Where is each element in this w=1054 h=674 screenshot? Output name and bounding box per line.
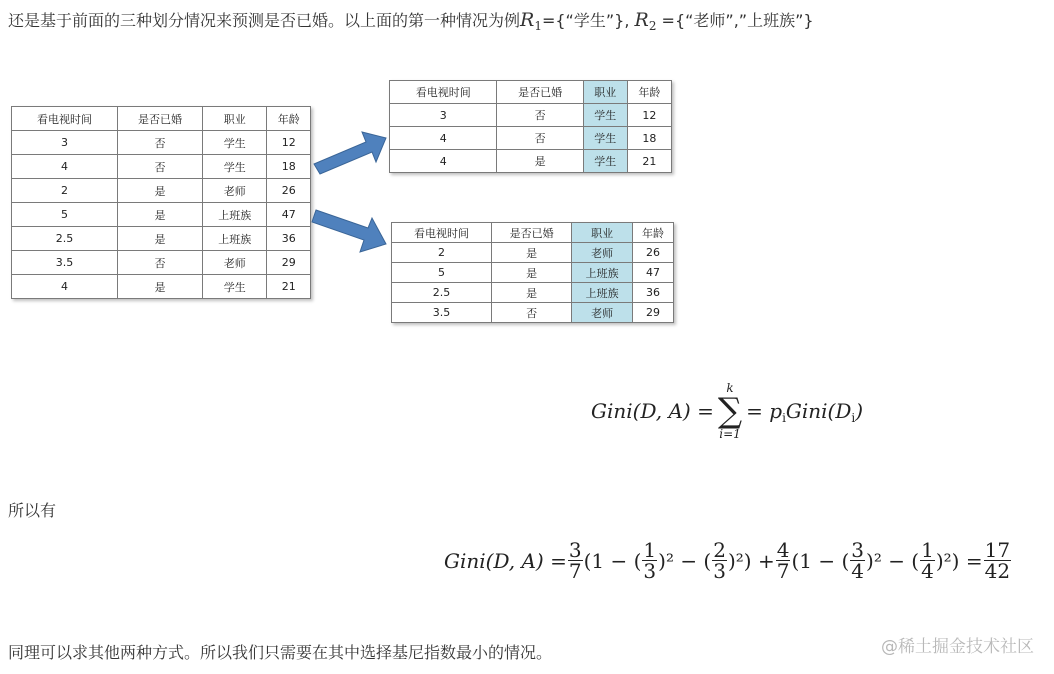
table-row	[12, 251, 311, 275]
table-cell: 4	[390, 127, 497, 150]
column-header: 年龄	[267, 107, 311, 131]
column-header: 职业	[572, 223, 633, 243]
table-cell: 18	[627, 127, 671, 150]
table-cell: 2	[392, 243, 492, 263]
table-row	[392, 243, 674, 263]
table-cell: 老师	[572, 243, 633, 263]
table-cell: 2.5	[392, 283, 492, 303]
table-cell: 4	[12, 275, 118, 299]
table-cell: 否	[491, 303, 571, 323]
table-cell: 5	[12, 203, 118, 227]
table-row	[390, 150, 672, 173]
formula1-lhs: Gini(D, A) =	[591, 399, 714, 423]
table-cell: 否	[117, 155, 202, 179]
intro-line	[8, 8, 814, 31]
arrow-down-right-icon	[312, 210, 386, 252]
table-cell: 是	[491, 283, 571, 303]
table-row	[12, 131, 311, 155]
intro-text: 还是基于前面的三种划分情况来预测是否已婚。以上面的第一种情况为例	[8, 11, 521, 30]
table-cell: 21	[267, 275, 311, 299]
r2-symbol: $R_2$	[634, 9, 657, 33]
table-cell: 26	[267, 179, 311, 203]
column-header: 年龄	[627, 81, 671, 104]
table-cell: 36	[267, 227, 311, 251]
table-cell: 是	[117, 179, 202, 203]
table-cell: 学生	[203, 275, 267, 299]
table-cell: 老师	[203, 251, 267, 275]
table-cell: 否	[117, 251, 202, 275]
gini-definition-formula	[591, 382, 863, 440]
fraction: $\frac{3}{7}$	[568, 538, 582, 583]
formula2-part: )²) =	[935, 548, 983, 573]
table-row	[390, 127, 672, 150]
table-cell: 是	[491, 263, 571, 283]
table-cell: 老师	[203, 179, 267, 203]
table-row	[12, 275, 311, 299]
watermark: @稀土掘金技术社区	[881, 637, 1034, 657]
split-table-r2	[391, 222, 674, 323]
table-row	[12, 227, 311, 251]
table-cell: 学生	[203, 131, 267, 155]
table-cell: 21	[627, 150, 671, 173]
table-cell: 否	[117, 131, 202, 155]
table-cell: 4	[390, 150, 497, 173]
table-cell: 12	[267, 131, 311, 155]
formula2-part: (1 − (	[791, 548, 850, 573]
table-cell: 上班族	[203, 227, 267, 251]
table-cell: 26	[632, 243, 673, 263]
formula2-part: )²) +	[727, 548, 775, 573]
table-cell: 29	[632, 303, 673, 323]
sigma-icon: ∑	[717, 391, 743, 431]
table-cell: 是	[117, 203, 202, 227]
table-cell: 47	[632, 263, 673, 283]
table-header-row	[392, 223, 674, 243]
formula2-part: (1 − (	[583, 548, 642, 573]
r1-symbol: $R_1$	[520, 9, 542, 33]
table-cell: 2	[12, 179, 118, 203]
full-data-table	[11, 106, 311, 299]
fraction: $\frac{4}{7}$	[776, 538, 790, 583]
fraction-result: $\frac{17}{42}$	[984, 538, 1011, 583]
table-cell: 上班族	[572, 283, 633, 303]
table-cell: 3.5	[12, 251, 118, 275]
fraction: $\frac{2}{3}$	[713, 538, 726, 583]
column-header: 职业	[203, 107, 267, 131]
split-table-r1	[389, 80, 672, 173]
formula2-lhs: Gini(D, A) =	[444, 548, 567, 573]
table-row	[392, 303, 674, 323]
table-cell: 上班族	[203, 203, 267, 227]
table-cell: 12	[627, 104, 671, 127]
table-cell: 3.5	[392, 303, 492, 323]
table-cell: 36	[632, 283, 673, 303]
table-cell: 3	[390, 104, 497, 127]
table-cell: 4	[12, 155, 118, 179]
table-cell: 否	[497, 104, 583, 127]
formula2-part: )² − (	[658, 548, 712, 573]
column-header: 是否已婚	[117, 107, 202, 131]
table-row	[12, 203, 311, 227]
table-row	[12, 155, 311, 179]
table-row	[12, 179, 311, 203]
conclusion-text: 同理可以求其他两种方式。所以我们只需要在其中选择基尼指数最小的情况。	[8, 643, 553, 662]
column-header: 看电视时间	[12, 107, 118, 131]
r2-set: ={“老师”,”上班族”}	[661, 11, 814, 30]
table-cell: 29	[267, 251, 311, 275]
table-cell: 5	[392, 263, 492, 283]
table-cell: 学生	[583, 127, 627, 150]
r1-set: ={“学生”},	[541, 11, 630, 30]
so-text: 所以有	[8, 501, 57, 520]
table-cell: 3	[12, 131, 118, 155]
table-cell: 学生	[583, 150, 627, 173]
fraction: $\frac{3}{4}$	[851, 538, 865, 583]
sum-upper-limit: k	[726, 381, 734, 395]
table-cell: 是	[491, 243, 571, 263]
table-row	[392, 283, 674, 303]
table-row	[390, 104, 672, 127]
split-arrows	[310, 120, 390, 260]
table-cell: 是	[117, 275, 202, 299]
table-cell: 是	[497, 150, 583, 173]
column-header: 职业	[583, 81, 627, 104]
table-header-row	[390, 81, 672, 104]
table-cell: 学生	[203, 155, 267, 179]
table-cell: 是	[117, 227, 202, 251]
table-cell: 18	[267, 155, 311, 179]
fraction: $\frac{1}{3}$	[643, 538, 657, 583]
gini-calculation-formula	[444, 540, 1012, 581]
table-cell: 否	[497, 127, 583, 150]
formula1-rhs: = $p_iGini(D_i)$	[746, 399, 864, 425]
column-header: 年龄	[632, 223, 673, 243]
column-header: 是否已婚	[497, 81, 583, 104]
summation	[718, 382, 742, 440]
table-cell: 上班族	[572, 263, 633, 283]
table-cell: 47	[267, 203, 311, 227]
fraction: $\frac{1}{4}$	[921, 538, 934, 583]
table-cell: 学生	[583, 104, 627, 127]
table-header-row	[12, 107, 311, 131]
table-cell: 老师	[572, 303, 633, 323]
formula2-part: )² − (	[866, 548, 920, 573]
table-row	[392, 263, 674, 283]
table-cell: 2.5	[12, 227, 118, 251]
column-header: 看电视时间	[392, 223, 492, 243]
column-header: 是否已婚	[491, 223, 571, 243]
arrow-up-right-icon	[314, 132, 386, 174]
column-header: 看电视时间	[390, 81, 497, 104]
sum-lower-limit: i=1	[719, 427, 741, 441]
